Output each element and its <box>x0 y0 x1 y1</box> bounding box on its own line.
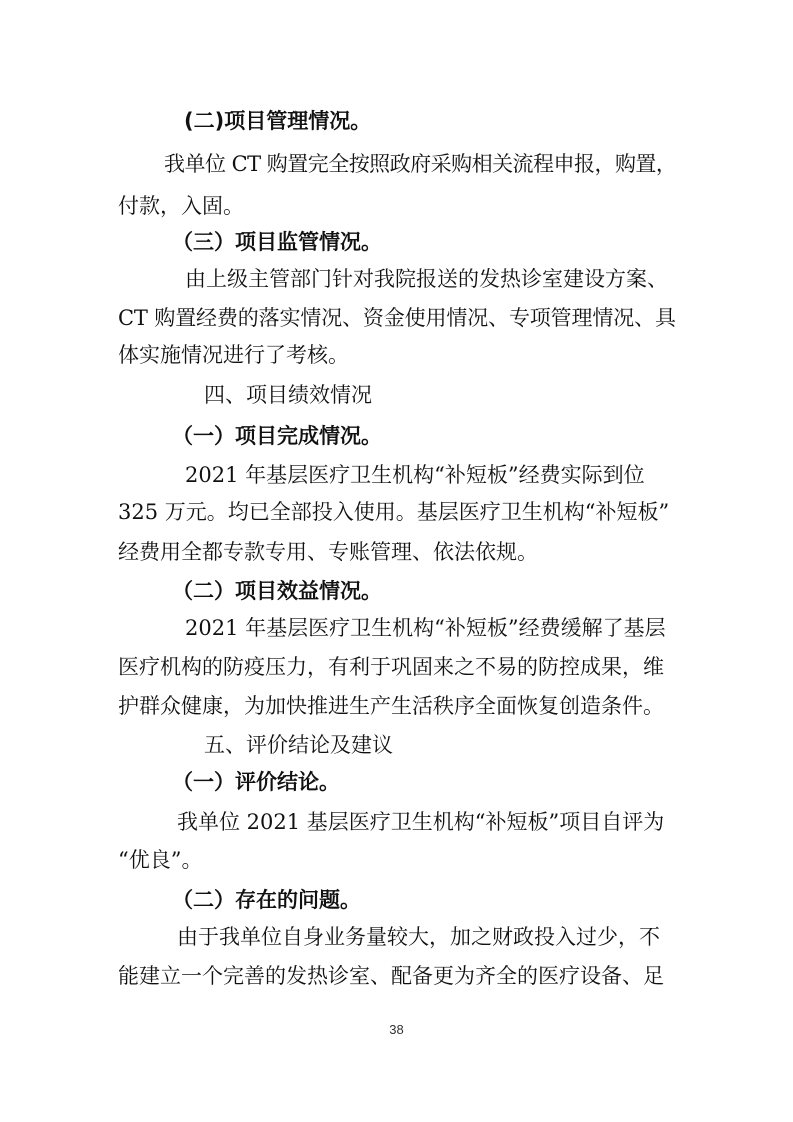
page-number: 38 <box>389 1022 404 1037</box>
paragraph-line: CT 购置经费的落实情况、资金使用情况、专项管理情况、具 <box>118 306 676 330</box>
paragraph-line: 由于我单位自身业务量较大，加之财政投入过少，不 <box>177 925 660 949</box>
heading-project-management: (二)项目管理情况。 <box>184 109 372 133</box>
paragraph-line: 能建立一个完善的发热诊室、配备更为齐全的医疗设备、足 <box>118 964 664 988</box>
paragraph-line: “优良”。 <box>118 848 203 872</box>
heading-project-completion: （一）项目完成情况。 <box>172 424 382 448</box>
paragraph-line: 护群众健康，为加快推进生产生活秩序全面恢复创造条件。 <box>118 694 664 718</box>
section-heading-performance: 四、项目绩效情况 <box>204 383 372 407</box>
section-heading-conclusion: 五、评价结论及建议 <box>204 733 393 757</box>
heading-evaluation-conclusion: （一）评价结论。 <box>172 770 340 794</box>
heading-existing-problems: （二）存在的问题。 <box>172 888 361 912</box>
heading-project-supervision: （三）项目监管情况。 <box>172 230 382 254</box>
paragraph-line: 我单位 2021 基层医疗卫生机构“补短板”项目自评为 <box>177 810 665 834</box>
heading-project-benefit: （二）项目效益情况。 <box>172 579 382 603</box>
paragraph-line: 2021 年基层医疗卫生机构“补短板”经费实际到位 <box>185 463 645 487</box>
paragraph-line: 2021 年基层医疗卫生机构“补短板”经费缓解了基层 <box>185 616 666 640</box>
paragraph-line: 付款，入固。 <box>118 194 244 218</box>
paragraph-line: 325 万元。均已全部投入使用。基层医疗卫生机构“补短板” <box>118 500 670 524</box>
paragraph-line: 医疗机构的防疫压力，有利于巩固来之不易的防控成果，维 <box>118 655 664 679</box>
paragraph-line: 我单位 CT 购置完全按照政府采购相关流程申报，购置， <box>164 152 677 176</box>
paragraph-line: 由上级主管部门针对我院报送的发热诊室建设方案、 <box>185 267 668 291</box>
paragraph-line: 经费用全都专款专用、专账管理、依法依规。 <box>118 540 538 564</box>
paragraph-line: 体实施情况进行了考核。 <box>118 343 349 367</box>
